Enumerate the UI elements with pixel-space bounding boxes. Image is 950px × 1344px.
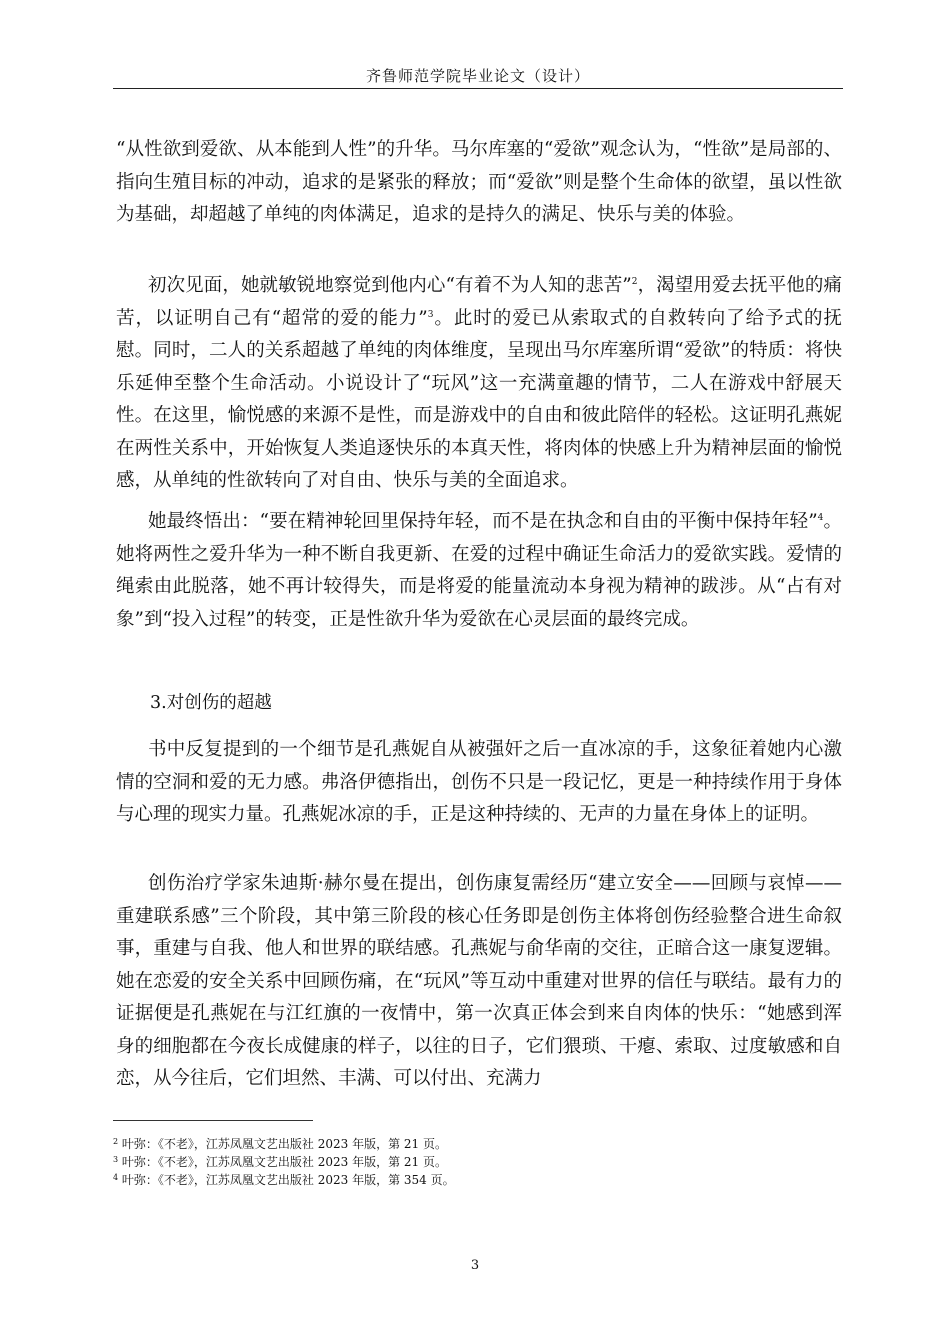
paragraph-2: 初次见面，她就敏锐地察觉到他内心“有着不为人知的悲苦”$^2$，渴望用爱去抚平他的痛苦，以证明自己有“超常的爱的能力”$^3$。此时的爱已从索取式的自救转向了给予式的抚慰。同时，二人的关系超越了单纯的肉体维度，呈现出马尔库塞所谓“爱欲”的特质：将快乐延伸至整个生命活动。小说设计了“玩风”这一充满童趣的情节，二人在游戏中舒展天性。在这里，愉悦感的来源不是性，而是游戏中的自由和彼此陪伴的轻松。这证明孔燕妮在两性关系中，开始恢复人类追逐快乐的本真天性，将肉体的快感上升为精神层面的愉悦感，从单纯的性欲转向了对自由、快乐与美的全面追求。 (116, 275, 842, 491)
section-subheading: 3.对创伤的超越 (150, 693, 272, 713)
footnote-ref-3: 3 (427, 309, 434, 320)
header-rule (113, 88, 843, 89)
footnote-separator (113, 1120, 313, 1121)
paragraph-4: 书中反复提到的一个细节是孔燕妮自从被强奸之后一直冰凉的手，这象征着她内心激情的空洞和爱的无力感。弗洛伊德指出，创伤不只是一段记忆，更是一种持续作用于身体与心理的现实力量。孔燕妮冰凉的手，正是这种持续的、无声的力量在身体上的证明。 (116, 739, 842, 825)
paragraph-3: 她最终悟出：“要在精神轮回里保持年轻，而不是在执念和自由的平衡中保持年轻”$^4$。她将两性之爱升华为一种不断自我更新、在爱的过程中确证生命活力的爱欲实践。爱情的绳索由此脱落，她不再计较得失，而是将爱的能量流动本身视为精神的跋涉。从“占有对象”到“投入过程”的转变，正是性欲升华为爱欲在心灵层面的最终完成。 (116, 511, 842, 630)
footnote-2: $^2$ 叶弥：《不老》，江苏凤凰文艺出版社 2023 年版，第 21 页。 (113, 1137, 447, 1151)
footnote-ref-2: 2 (631, 277, 638, 287)
footnote-ref-4: 4 (817, 513, 824, 523)
running-header: 齐鲁师范学院毕业论文（设计） (365, 67, 590, 85)
paragraph-5: 创伤治疗学家朱迪斯·赫尔曼在提出，创伤康复需经历“建立安全——回顾与哀悼——重建联系感”三个阶段，其中第三阶段的核心任务即是创伤主体将创伤经验整合进生命叙事，重建与自我、他人和世界的联结感。孔燕妮与俞华南的交往，正暗合这一康复逻辑。她在恋爱的安全关系中回顾伤痛，在“玩风”等互动中重建对世界的信任与联结。最有力的证据便是孔燕妮在与江红旗的一夜情中，第一次真正体会到来自肉体的快乐：“她感到浑身的细胞都在今夜长成健康的样子，以往的日子，它们猥琐、干瘪、索取、过度敏感和自恋，从今往后，它们坦然、丰满、可以付出、充满力 (116, 873, 842, 1089)
footnote-4: $^4$ 叶弥：《不老》，江苏凤凰文艺出版社 2023 年版，第 354 页。 (113, 1173, 455, 1187)
page-number: 3 (470, 1258, 480, 1273)
paragraph-1: “从性欲到爱欲、从本能到人性”的升华。马尔库塞的“爱欲”观念认为，“性欲”是局部的、指向生殖目标的冲动，追求的是紧张的释放；而“爱欲”则是整个生命体的欲望，虽以性欲为基础，却超越了单纯的肉体满足，追求的是持久的满足、快乐与美的体验。 (116, 139, 842, 225)
footnote-3: $^3$ 叶弥：《不老》，江苏凤凰文艺出版社 2023 年版，第 21 页。 (113, 1155, 447, 1169)
